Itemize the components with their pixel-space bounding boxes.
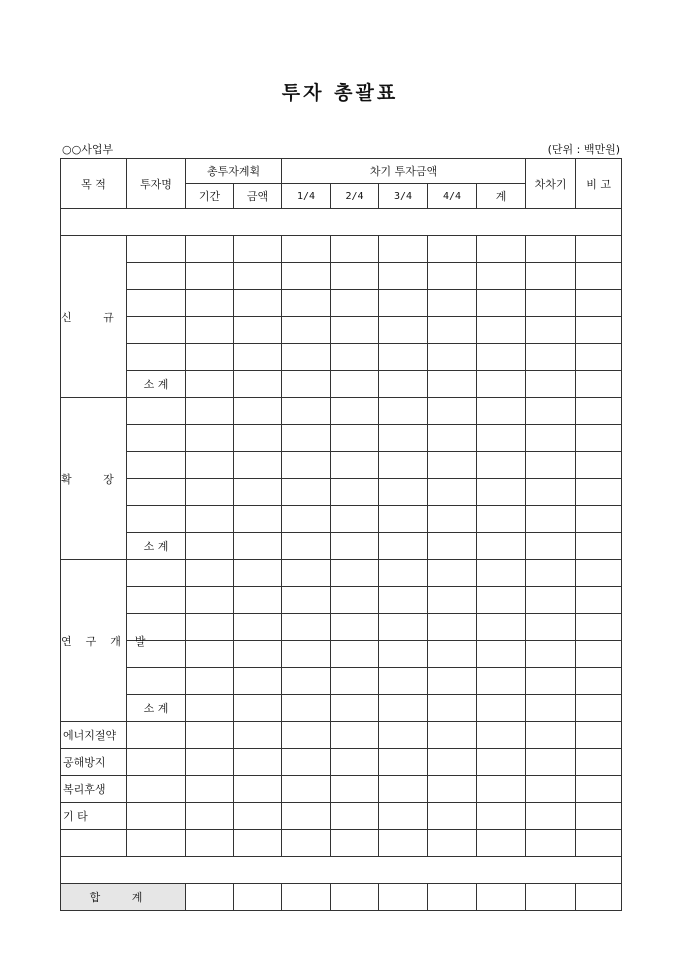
separator-cell	[61, 209, 622, 236]
empty-cell[interactable]	[477, 722, 526, 749]
empty-cell[interactable]	[234, 830, 282, 857]
empty-cell[interactable]	[526, 884, 576, 911]
empty-cell[interactable]	[282, 263, 331, 290]
empty-cell[interactable]	[526, 560, 576, 587]
empty-cell[interactable]	[234, 641, 282, 668]
empty-cell[interactable]	[526, 263, 576, 290]
empty-cell[interactable]	[331, 695, 379, 722]
empty-cell[interactable]	[331, 614, 379, 641]
empty-cell[interactable]	[576, 425, 622, 452]
empty-cell[interactable]	[331, 479, 379, 506]
empty-cell[interactable]	[526, 344, 576, 371]
empty-cell[interactable]	[576, 614, 622, 641]
empty-cell[interactable]	[428, 317, 477, 344]
empty-cell[interactable]	[186, 722, 234, 749]
empty-cell[interactable]	[282, 371, 331, 398]
empty-cell[interactable]	[379, 668, 428, 695]
empty-cell[interactable]	[477, 803, 526, 830]
empty-cell[interactable]	[379, 425, 428, 452]
empty-cell[interactable]	[477, 479, 526, 506]
empty-cell[interactable]	[186, 830, 234, 857]
empty-cell[interactable]	[526, 641, 576, 668]
project-name-cell[interactable]	[127, 560, 186, 587]
table-row	[61, 776, 622, 803]
empty-cell[interactable]	[282, 452, 331, 479]
empty-cell[interactable]	[331, 236, 379, 263]
empty-cell[interactable]	[282, 479, 331, 506]
empty-cell[interactable]	[379, 830, 428, 857]
subtotal-label: 소 계	[127, 371, 186, 398]
empty-cell[interactable]	[576, 398, 622, 425]
empty-cell[interactable]	[379, 587, 428, 614]
empty-cell[interactable]	[576, 695, 622, 722]
header-project: 투자명	[127, 159, 186, 209]
empty-cell[interactable]	[526, 830, 576, 857]
category-label	[61, 830, 127, 857]
project-name-cell[interactable]	[127, 344, 186, 371]
empty-cell[interactable]	[234, 344, 282, 371]
empty-cell[interactable]	[526, 506, 576, 533]
separator-cell	[61, 857, 622, 884]
unit-label: (단위 : 백만원)	[547, 143, 620, 156]
table-row	[61, 479, 622, 506]
empty-cell[interactable]	[282, 344, 331, 371]
empty-cell[interactable]	[428, 533, 477, 560]
empty-cell[interactable]	[477, 560, 526, 587]
empty-cell[interactable]	[428, 695, 477, 722]
header-amount: 금액	[234, 184, 282, 209]
empty-cell[interactable]	[331, 884, 379, 911]
empty-cell[interactable]	[477, 506, 526, 533]
empty-cell[interactable]	[576, 452, 622, 479]
empty-cell[interactable]	[526, 749, 576, 776]
empty-cell[interactable]	[576, 506, 622, 533]
empty-cell[interactable]	[428, 560, 477, 587]
project-name-cell[interactable]	[127, 452, 186, 479]
empty-cell[interactable]	[477, 317, 526, 344]
empty-cell[interactable]	[379, 371, 428, 398]
header-purpose: 목 적	[61, 159, 127, 209]
empty-cell[interactable]	[576, 722, 622, 749]
table-row	[61, 236, 622, 263]
table-row	[61, 668, 622, 695]
table-row	[61, 398, 622, 425]
empty-cell[interactable]	[234, 560, 282, 587]
empty-cell[interactable]	[477, 830, 526, 857]
category-label: 에너지절약	[61, 722, 127, 749]
empty-cell[interactable]	[331, 560, 379, 587]
empty-cell[interactable]	[186, 506, 234, 533]
empty-cell[interactable]	[477, 290, 526, 317]
empty-cell[interactable]	[379, 776, 428, 803]
empty-cell[interactable]	[186, 749, 234, 776]
project-name-cell[interactable]	[127, 236, 186, 263]
empty-cell[interactable]	[526, 371, 576, 398]
empty-cell[interactable]	[234, 290, 282, 317]
project-name-cell[interactable]	[127, 830, 186, 857]
empty-cell[interactable]	[234, 884, 282, 911]
empty-cell[interactable]	[282, 587, 331, 614]
empty-cell[interactable]	[428, 722, 477, 749]
empty-cell[interactable]	[428, 398, 477, 425]
empty-cell[interactable]	[186, 560, 234, 587]
empty-cell[interactable]	[576, 776, 622, 803]
table-row	[61, 560, 622, 587]
investment-summary-table	[60, 158, 622, 911]
empty-cell[interactable]	[428, 290, 477, 317]
empty-cell[interactable]	[282, 425, 331, 452]
empty-cell[interactable]	[234, 614, 282, 641]
table-row	[61, 506, 622, 533]
table-row	[61, 290, 622, 317]
empty-cell[interactable]	[576, 749, 622, 776]
empty-cell[interactable]	[477, 452, 526, 479]
empty-cell[interactable]	[331, 722, 379, 749]
empty-cell[interactable]	[282, 317, 331, 344]
empty-cell[interactable]	[282, 290, 331, 317]
empty-cell[interactable]	[331, 425, 379, 452]
empty-cell[interactable]	[526, 722, 576, 749]
project-name-cell[interactable]	[127, 776, 186, 803]
empty-cell[interactable]	[234, 722, 282, 749]
empty-cell[interactable]	[379, 722, 428, 749]
empty-cell[interactable]	[477, 371, 526, 398]
subtotal-label: 소 계	[127, 533, 186, 560]
empty-cell[interactable]	[576, 587, 622, 614]
table-row	[61, 263, 622, 290]
table-row	[61, 587, 622, 614]
empty-cell[interactable]	[234, 371, 282, 398]
empty-cell[interactable]	[282, 803, 331, 830]
project-name-cell[interactable]	[127, 479, 186, 506]
empty-cell[interactable]	[526, 668, 576, 695]
empty-cell[interactable]	[526, 587, 576, 614]
empty-cell[interactable]	[428, 641, 477, 668]
empty-cell[interactable]	[477, 749, 526, 776]
empty-cell[interactable]	[379, 749, 428, 776]
empty-cell[interactable]	[331, 641, 379, 668]
group-label: 확 장	[61, 398, 127, 560]
empty-cell[interactable]	[331, 290, 379, 317]
empty-cell[interactable]	[379, 506, 428, 533]
empty-cell[interactable]	[379, 452, 428, 479]
empty-cell[interactable]	[282, 533, 331, 560]
project-name-cell[interactable]	[127, 506, 186, 533]
project-name-cell[interactable]	[127, 425, 186, 452]
empty-cell[interactable]	[379, 344, 428, 371]
empty-cell[interactable]	[477, 344, 526, 371]
empty-cell[interactable]	[186, 803, 234, 830]
empty-cell[interactable]	[186, 425, 234, 452]
empty-cell[interactable]	[186, 884, 234, 911]
project-name-cell[interactable]	[127, 290, 186, 317]
empty-cell[interactable]	[526, 776, 576, 803]
empty-cell[interactable]	[428, 614, 477, 641]
empty-cell[interactable]	[428, 830, 477, 857]
header-next-invest: 차기 투자금액	[282, 159, 526, 184]
empty-cell[interactable]	[576, 641, 622, 668]
header-total-plan: 총투자계획	[186, 159, 282, 184]
empty-cell[interactable]	[282, 695, 331, 722]
category-label: 공해방지	[61, 749, 127, 776]
project-name-cell[interactable]	[127, 803, 186, 830]
empty-cell[interactable]	[576, 830, 622, 857]
empty-cell[interactable]	[186, 776, 234, 803]
category-label: 복리후생	[61, 776, 127, 803]
total-row	[61, 884, 622, 911]
empty-cell[interactable]	[379, 884, 428, 911]
project-name-cell[interactable]	[127, 722, 186, 749]
empty-cell[interactable]	[282, 830, 331, 857]
project-name-cell[interactable]	[127, 668, 186, 695]
header-q4: 4/4	[428, 184, 477, 209]
empty-cell[interactable]	[186, 290, 234, 317]
empty-cell[interactable]	[428, 884, 477, 911]
empty-cell[interactable]	[379, 533, 428, 560]
total-separator	[61, 857, 622, 884]
empty-cell[interactable]	[428, 479, 477, 506]
empty-cell[interactable]	[282, 641, 331, 668]
empty-cell[interactable]	[379, 641, 428, 668]
project-name-cell[interactable]	[127, 263, 186, 290]
empty-cell[interactable]	[526, 803, 576, 830]
empty-cell[interactable]	[186, 479, 234, 506]
table-row	[61, 695, 622, 722]
empty-cell[interactable]	[428, 776, 477, 803]
empty-cell[interactable]	[477, 533, 526, 560]
empty-cell[interactable]	[234, 398, 282, 425]
empty-cell[interactable]	[379, 263, 428, 290]
empty-cell[interactable]	[477, 884, 526, 911]
empty-cell[interactable]	[428, 587, 477, 614]
empty-cell[interactable]	[576, 290, 622, 317]
empty-cell[interactable]	[477, 236, 526, 263]
empty-cell[interactable]	[379, 236, 428, 263]
empty-cell[interactable]	[477, 398, 526, 425]
empty-cell[interactable]	[576, 479, 622, 506]
project-name-cell[interactable]	[127, 587, 186, 614]
header-note: 비 고	[576, 159, 622, 209]
empty-cell[interactable]	[477, 668, 526, 695]
empty-cell[interactable]	[234, 749, 282, 776]
empty-cell[interactable]	[234, 506, 282, 533]
empty-cell[interactable]	[576, 344, 622, 371]
table-row	[61, 425, 622, 452]
empty-cell[interactable]	[186, 533, 234, 560]
empty-cell[interactable]	[331, 317, 379, 344]
category-label: 기 타	[61, 803, 127, 830]
empty-cell[interactable]	[477, 614, 526, 641]
empty-cell[interactable]	[428, 506, 477, 533]
empty-cell[interactable]	[379, 479, 428, 506]
empty-cell[interactable]	[186, 371, 234, 398]
empty-cell[interactable]	[234, 533, 282, 560]
empty-cell[interactable]	[428, 371, 477, 398]
empty-cell[interactable]	[477, 263, 526, 290]
empty-cell[interactable]	[234, 452, 282, 479]
empty-cell[interactable]	[477, 695, 526, 722]
empty-cell[interactable]	[428, 749, 477, 776]
empty-cell[interactable]	[186, 344, 234, 371]
empty-cell[interactable]	[526, 452, 576, 479]
empty-cell[interactable]	[234, 236, 282, 263]
empty-cell[interactable]	[282, 506, 331, 533]
empty-cell[interactable]	[526, 695, 576, 722]
project-name-cell[interactable]	[127, 398, 186, 425]
empty-cell[interactable]	[576, 560, 622, 587]
empty-cell[interactable]	[428, 803, 477, 830]
header-after-next: 차차기	[526, 159, 576, 209]
header-q1: 1/4	[282, 184, 331, 209]
empty-cell[interactable]	[331, 371, 379, 398]
empty-cell[interactable]	[526, 290, 576, 317]
total-label: 합 계	[61, 884, 186, 911]
table-row	[61, 344, 622, 371]
empty-cell[interactable]	[379, 695, 428, 722]
empty-cell[interactable]	[234, 425, 282, 452]
empty-cell[interactable]	[186, 614, 234, 641]
subtotal-label: 소 계	[127, 695, 186, 722]
header-q2: 2/4	[331, 184, 379, 209]
table-row	[61, 533, 622, 560]
empty-cell[interactable]	[526, 236, 576, 263]
empty-cell[interactable]	[282, 884, 331, 911]
project-name-cell[interactable]	[127, 749, 186, 776]
empty-cell[interactable]	[428, 425, 477, 452]
empty-cell[interactable]	[331, 533, 379, 560]
empty-cell[interactable]	[526, 614, 576, 641]
empty-cell[interactable]	[282, 668, 331, 695]
empty-cell[interactable]	[186, 668, 234, 695]
empty-cell[interactable]	[331, 776, 379, 803]
page-title: 투자 총괄표	[281, 82, 399, 104]
header-period: 기간	[186, 184, 234, 209]
empty-cell[interactable]	[428, 668, 477, 695]
empty-cell[interactable]	[576, 371, 622, 398]
empty-cell[interactable]	[186, 695, 234, 722]
empty-cell[interactable]	[186, 398, 234, 425]
empty-cell[interactable]	[379, 614, 428, 641]
empty-cell[interactable]	[186, 236, 234, 263]
empty-cell[interactable]	[526, 317, 576, 344]
empty-cell[interactable]	[526, 479, 576, 506]
empty-cell[interactable]	[331, 263, 379, 290]
empty-cell[interactable]	[186, 587, 234, 614]
empty-cell[interactable]	[576, 263, 622, 290]
empty-cell[interactable]	[331, 668, 379, 695]
empty-cell[interactable]	[576, 803, 622, 830]
empty-cell[interactable]	[477, 587, 526, 614]
empty-cell[interactable]	[282, 614, 331, 641]
empty-cell[interactable]	[379, 317, 428, 344]
empty-cell[interactable]	[576, 533, 622, 560]
empty-cell[interactable]	[379, 290, 428, 317]
empty-cell[interactable]	[234, 668, 282, 695]
empty-cell[interactable]	[282, 398, 331, 425]
empty-cell[interactable]	[331, 398, 379, 425]
empty-cell[interactable]	[477, 641, 526, 668]
empty-cell[interactable]	[186, 641, 234, 668]
empty-cell[interactable]	[428, 263, 477, 290]
header-q3: 3/4	[379, 184, 428, 209]
empty-cell[interactable]	[186, 317, 234, 344]
group-label: 연구개발	[61, 560, 127, 722]
empty-cell[interactable]	[379, 398, 428, 425]
empty-cell[interactable]	[186, 452, 234, 479]
empty-cell[interactable]	[477, 776, 526, 803]
empty-cell[interactable]	[282, 560, 331, 587]
table-row	[61, 803, 622, 830]
empty-cell[interactable]	[331, 587, 379, 614]
empty-cell[interactable]	[576, 884, 622, 911]
empty-cell[interactable]	[234, 803, 282, 830]
empty-cell[interactable]	[526, 398, 576, 425]
empty-cell[interactable]	[428, 236, 477, 263]
table-row	[61, 317, 622, 344]
division-label: ○○사업부	[62, 143, 114, 156]
empty-cell[interactable]	[576, 236, 622, 263]
table-row	[61, 749, 622, 776]
empty-cell[interactable]	[331, 452, 379, 479]
empty-cell[interactable]	[428, 344, 477, 371]
empty-cell[interactable]	[282, 236, 331, 263]
empty-cell[interactable]	[234, 776, 282, 803]
table-row	[61, 722, 622, 749]
empty-cell[interactable]	[282, 749, 331, 776]
empty-cell[interactable]	[282, 776, 331, 803]
header-sum: 계	[477, 184, 526, 209]
empty-cell[interactable]	[331, 830, 379, 857]
table-row	[61, 830, 622, 857]
empty-cell[interactable]	[331, 803, 379, 830]
empty-cell[interactable]	[526, 533, 576, 560]
table-row	[61, 452, 622, 479]
empty-cell[interactable]	[477, 425, 526, 452]
empty-cell[interactable]	[234, 479, 282, 506]
empty-cell[interactable]	[234, 695, 282, 722]
empty-cell[interactable]	[526, 425, 576, 452]
empty-cell[interactable]	[331, 344, 379, 371]
empty-cell[interactable]	[234, 263, 282, 290]
project-name-cell[interactable]	[127, 317, 186, 344]
empty-cell[interactable]	[576, 668, 622, 695]
empty-cell[interactable]	[282, 722, 331, 749]
empty-cell[interactable]	[331, 749, 379, 776]
empty-cell[interactable]	[234, 587, 282, 614]
empty-cell[interactable]	[234, 317, 282, 344]
empty-cell[interactable]	[428, 452, 477, 479]
empty-cell[interactable]	[331, 506, 379, 533]
table-row	[61, 371, 622, 398]
empty-cell[interactable]	[379, 803, 428, 830]
group-label: 신 규	[61, 236, 127, 398]
header-separator	[61, 209, 622, 236]
empty-cell[interactable]	[186, 263, 234, 290]
empty-cell[interactable]	[379, 560, 428, 587]
empty-cell[interactable]	[576, 317, 622, 344]
